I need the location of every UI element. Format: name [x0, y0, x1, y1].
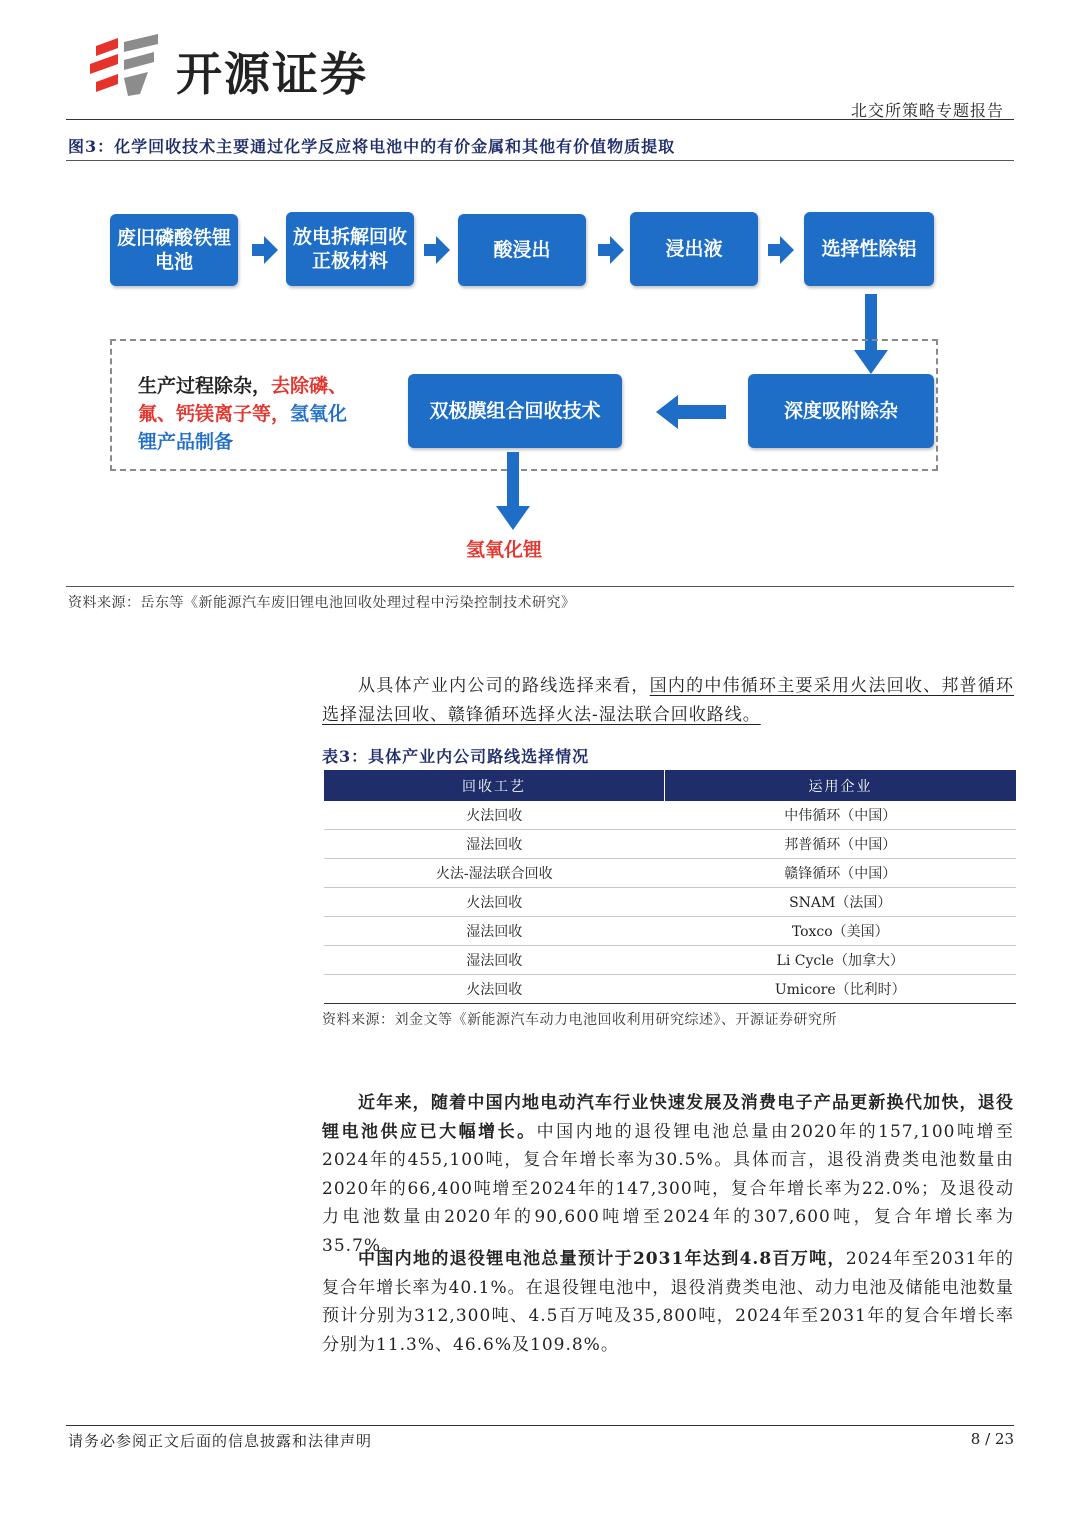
paragraph-retired-supply [322, 1089, 1014, 1260]
table-title: 表3：具体产业内公司路线选择情况 [322, 747, 590, 766]
table-source: 资料来源：刘金文等《新能源汽车动力电池回收利用研究综述》、开源证券研究所 [322, 1012, 837, 1028]
header-divider [66, 119, 1014, 120]
cell-company: 邦普循环（中国） [665, 830, 1017, 859]
footer-divider [66, 1425, 1014, 1426]
step-acid-leaching: 酸浸出 [458, 214, 586, 286]
step-discharge-dismantle-line2: 正极材料 [311, 250, 388, 272]
company-name: 开源证券 [176, 47, 368, 101]
paragraph-forecast-lead: 中国内地的退役锂电池总量预计于2031年达到4.8百万吨， [358, 1249, 846, 1269]
cell-company: SNAM（法国） [665, 888, 1017, 917]
table-row [324, 830, 1016, 859]
paragraph-retired-supply-lead: 近年来，随着中国内地电动汽车行业快速发展及消费电子产品更新换代加快，退役锂电池供应已大幅增长。 [322, 1093, 1014, 1142]
step-discharge-dismantle [286, 212, 414, 286]
cell-process: 湿法回收 [324, 946, 665, 975]
process-note [138, 372, 348, 456]
table-row [324, 946, 1016, 975]
table-header-row [324, 770, 1016, 801]
step-selective-al-removal: 选择性除铝 [804, 212, 934, 286]
cell-process: 湿法回收 [324, 917, 665, 946]
table-row [324, 917, 1016, 946]
logo-mark-icon [88, 34, 160, 98]
cell-process: 火法回收 [324, 801, 665, 830]
note-part-removal: 去除磷、氟、钙镁离子等， [138, 375, 348, 425]
cell-process: 湿法回收 [324, 830, 665, 859]
step-discharge-dismantle-line1: 放电拆解回收 [292, 226, 407, 248]
cell-process: 火法-湿法联合回收 [324, 859, 665, 888]
cell-process: 火法回收 [324, 975, 665, 1004]
paragraph-route-lead: 从具体产业内公司的路线选择来看， [358, 676, 650, 696]
step-waste-lfp-battery-line2: 电池 [154, 251, 193, 273]
figure-title: 图3：化学回收技术主要通过化学反应将电池中的有价金属和其他有价值物质提取 [68, 137, 676, 156]
paragraph-retired-supply-body: 中国内地的退役锂电池总量由2020年的157,100吨增至2024年的455,100吨，复合年增长率为30.5%。具体而言，退役消费类电池数量由2020年的66,400吨增至2024年的147,300吨，复合年增长率为22.0%；及退役动力电池数量由2020年的90,600吨增至2024年的307,600吨，复合年增长率为35.7%。 [322, 1121, 1015, 1256]
table-row [324, 859, 1016, 888]
figure-source: 资料来源：岳东等《新能源汽车废旧锂电池回收处理过程中污染控制技术研究》 [68, 595, 576, 611]
report-type: 北交所策略专题报告 [850, 101, 1004, 120]
page-number: 8 / 23 [970, 1430, 1014, 1448]
arrow-down-icon [496, 452, 530, 530]
table-row [324, 801, 1016, 830]
step-bipolar-membrane: 双极膜组合回收技术 [408, 374, 622, 448]
figure-title-divider [66, 160, 1014, 161]
paragraph-route-selection [322, 672, 1014, 729]
arrow-right-icon [252, 236, 278, 264]
arrow-right-icon [598, 236, 624, 264]
arrow-left-icon [656, 395, 726, 429]
arrow-right-icon [424, 236, 450, 264]
note-part-impurity: 生产过程除杂， [138, 375, 272, 397]
note-part-product: 氢氧化锂产品制备 [138, 403, 348, 453]
product-lithium-hydroxide: 氢氧化锂 [466, 539, 543, 561]
footer-disclaimer: 请务必参阅正文后面的信息披露和法律声明 [68, 1432, 373, 1450]
header-process: 回收工艺 [324, 770, 665, 801]
cell-company: 中伟循环（中国） [665, 801, 1017, 830]
cell-company: Toxco（美国） [665, 917, 1017, 946]
header-company: 运用企业 [665, 770, 1017, 801]
company-logo [88, 34, 408, 101]
cell-company: Li Cycle（加拿大） [665, 946, 1017, 975]
route-table [324, 770, 1016, 1004]
table-row [324, 888, 1016, 917]
paragraph-forecast-body: 2024年至2031年的复合年增长率为40.1%。在退役锂电池中，退役消费类电池、动力电池及储能电池数量预计分别为312,300吨、4.5百万吨及35,800吨，2024年至2031年的复合年增长率分别为11.3%、46.6%及109.8%。 [322, 1249, 1015, 1355]
step-waste-lfp-battery-line1: 废旧磷酸铁锂 [116, 227, 231, 249]
step-leachate: 浸出液 [630, 212, 758, 286]
step-deep-adsorption: 深度吸附除杂 [748, 374, 934, 448]
arrow-right-icon [768, 236, 794, 264]
step-waste-lfp-battery [110, 214, 238, 286]
cell-process: 火法回收 [324, 888, 665, 917]
table-row [324, 975, 1016, 1004]
figure-source-divider [66, 586, 1014, 587]
cell-company: Umicore（比利时） [665, 975, 1017, 1004]
paragraph-route-companies: 国内的中伟循环主要采用火法回收、邦普循环选择湿法回收、赣锋循环选择火法-湿法联合回收路线。 [322, 676, 1014, 725]
paragraph-forecast [322, 1245, 1014, 1359]
cell-company: 赣锋循环（中国） [665, 859, 1017, 888]
